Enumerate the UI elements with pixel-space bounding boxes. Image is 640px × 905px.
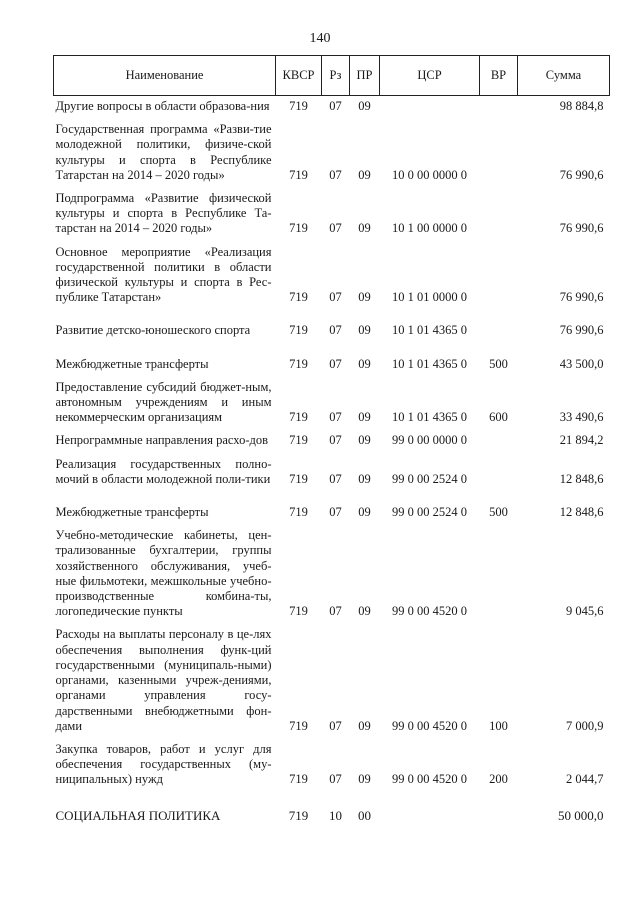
row-vr: 500 bbox=[489, 505, 508, 520]
row-sum: 76 990,6 bbox=[559, 323, 604, 338]
row-rz: 07 bbox=[329, 290, 342, 305]
row-sum: 21 894,2 bbox=[559, 433, 604, 448]
row-vr: 500 bbox=[489, 356, 508, 371]
row-kvsr: 719 bbox=[289, 433, 308, 448]
row-csr: 10 1 01 0000 0 bbox=[392, 290, 467, 305]
row-vr bbox=[480, 449, 518, 487]
row-kvsr: 719 bbox=[289, 221, 308, 236]
row-kvsr: 719 bbox=[288, 807, 309, 823]
row-vr bbox=[480, 114, 518, 183]
row-csr: 99 0 00 2524 0 bbox=[392, 505, 467, 520]
row-pr: 09 bbox=[358, 433, 371, 448]
page-number: 140 bbox=[309, 31, 331, 46]
row-csr bbox=[380, 788, 480, 823]
row-csr: 10 0 00 0000 0 bbox=[392, 167, 467, 182]
row-name: Основное мероприятие «Реализация государственной политики в области физической культуры и спорта в Рес-публике Татарстан» bbox=[55, 244, 272, 305]
header-name: Наименование bbox=[54, 56, 276, 96]
table-row bbox=[54, 114, 610, 183]
row-name: Другие вопросы в области образова-ния bbox=[55, 99, 270, 113]
table-row bbox=[54, 520, 610, 619]
header-sum: Сумма bbox=[518, 56, 610, 96]
table-row bbox=[54, 372, 610, 426]
row-name: Межбюджетные трансферты bbox=[55, 356, 209, 371]
row-sum: 2 044,7 bbox=[566, 772, 604, 787]
budget-table bbox=[53, 55, 610, 823]
row-name: Закупка товаров, работ и услуг для обеспечения государственных (му-ниципальных) нужд bbox=[55, 741, 272, 787]
row-rz: 07 bbox=[329, 167, 342, 182]
row-kvsr: 719 bbox=[289, 772, 308, 787]
row-pr: 09 bbox=[358, 356, 371, 371]
row-vr: 600 bbox=[489, 410, 508, 425]
row-sum: 76 990,6 bbox=[559, 221, 604, 236]
row-vr: 200 bbox=[489, 772, 508, 787]
table-row bbox=[54, 237, 610, 306]
row-vr: 100 bbox=[489, 718, 508, 733]
row-kvsr: 719 bbox=[289, 604, 308, 619]
row-pr: 09 bbox=[358, 505, 371, 520]
row-kvsr: 719 bbox=[289, 410, 308, 425]
row-rz: 07 bbox=[329, 410, 342, 425]
row-csr: 10 1 01 4365 0 bbox=[392, 356, 467, 371]
row-pr: 09 bbox=[358, 718, 371, 733]
row-csr: 99 0 00 0000 0 bbox=[392, 433, 467, 448]
row-name: Учебно-методические кабинеты, цен-трализованные бухгалтерии, группы хозяйственного обслуживания, учеб-ные фильмотеки, межшкольные учебно-производственные комбина-ты, логопедические пункты bbox=[55, 528, 272, 619]
row-sum: 98 884,8 bbox=[559, 99, 604, 113]
row-rz: 07 bbox=[329, 99, 342, 113]
row-kvsr: 719 bbox=[289, 505, 308, 520]
row-name: Непрограммные направления расхо-дов bbox=[55, 433, 268, 448]
row-sum: 12 848,6 bbox=[559, 505, 604, 520]
row-rz: 07 bbox=[329, 356, 342, 371]
row-vr bbox=[480, 788, 518, 823]
row-name: Развитие детско-юношеского спорта bbox=[55, 323, 251, 338]
row-kvsr: 719 bbox=[289, 356, 308, 371]
header-rz: Рз bbox=[322, 56, 350, 96]
row-name: Предоставление субсидий бюджет-ным, автономным учреждениям и иным некоммерческим организациям bbox=[55, 379, 272, 425]
row-pr: 09 bbox=[358, 167, 371, 182]
row-vr bbox=[480, 183, 518, 237]
row-name: СОЦИАЛЬНАЯ ПОЛИТИКА bbox=[55, 807, 221, 823]
row-rz: 07 bbox=[329, 505, 342, 520]
row-kvsr: 719 bbox=[289, 718, 308, 733]
header-csr: ЦСР bbox=[380, 56, 480, 96]
row-pr: 09 bbox=[358, 471, 371, 486]
row-vr bbox=[480, 96, 518, 115]
row-csr bbox=[380, 96, 480, 115]
row-pr: 09 bbox=[358, 410, 371, 425]
row-pr: 09 bbox=[358, 604, 371, 619]
row-sum: 76 990,6 bbox=[559, 290, 604, 305]
row-csr: 10 1 01 4365 0 bbox=[392, 410, 467, 425]
row-kvsr: 719 bbox=[289, 99, 308, 113]
row-sum: 9 045,6 bbox=[566, 604, 604, 619]
row-kvsr: 719 bbox=[289, 290, 308, 305]
table-row bbox=[54, 487, 610, 520]
row-sum: 7 000,9 bbox=[566, 718, 604, 733]
row-name: Государственная программа «Разви-тие молодежной политики, физиче-ской культуры и спорта в Республике Татарстан на 2014 – 2020 годы» bbox=[55, 122, 272, 182]
row-sum: 43 500,0 bbox=[559, 356, 604, 371]
row-pr: 09 bbox=[358, 221, 371, 236]
row-rz: 07 bbox=[329, 604, 342, 619]
row-pr: 00 bbox=[358, 807, 371, 823]
table-row bbox=[54, 619, 610, 733]
table-header-row bbox=[54, 56, 610, 96]
row-sum: 50 000,0 bbox=[558, 807, 604, 823]
row-name: Реализация государственных полно-мочий в области молодежной поли-тики bbox=[55, 456, 272, 486]
row-name: Расходы на выплаты персоналу в це-лях обеспечения выполнения функ-ций государственными (муниципаль-ными) органами, казенными учреж-дениями, органами управления госу-дарственными внебюджетными фон-дами bbox=[55, 627, 272, 733]
row-sum: 12 848,6 bbox=[559, 471, 604, 486]
row-csr: 10 1 00 0000 0 bbox=[392, 221, 467, 236]
row-rz: 07 bbox=[329, 433, 342, 448]
row-pr: 09 bbox=[358, 323, 371, 338]
row-pr: 09 bbox=[358, 290, 371, 305]
row-kvsr: 719 bbox=[289, 323, 308, 338]
row-vr bbox=[480, 305, 518, 338]
row-rz: 07 bbox=[329, 323, 342, 338]
row-vr bbox=[480, 237, 518, 306]
row-kvsr: 719 bbox=[289, 471, 308, 486]
row-rz: 07 bbox=[329, 221, 342, 236]
row-rz: 10 bbox=[329, 807, 342, 823]
row-vr bbox=[480, 520, 518, 619]
row-rz: 07 bbox=[329, 772, 342, 787]
row-vr bbox=[480, 425, 518, 448]
row-csr: 99 0 00 2524 0 bbox=[392, 471, 467, 486]
row-csr: 99 0 00 4520 0 bbox=[392, 772, 467, 787]
header-pr: ПР bbox=[350, 56, 380, 96]
table-row bbox=[54, 788, 610, 823]
table-row bbox=[54, 425, 610, 448]
row-rz: 07 bbox=[329, 718, 342, 733]
table-row bbox=[54, 734, 610, 788]
header-kvsr: КВСР bbox=[276, 56, 322, 96]
table-row bbox=[54, 339, 610, 372]
header-vr: ВР bbox=[480, 56, 518, 96]
row-name: Межбюджетные трансферты bbox=[55, 505, 209, 520]
table-row bbox=[54, 305, 610, 338]
row-sum: 33 490,6 bbox=[559, 410, 604, 425]
table-row bbox=[54, 449, 610, 487]
row-pr: 09 bbox=[358, 772, 371, 787]
row-csr: 10 1 01 4365 0 bbox=[392, 323, 467, 338]
table-row bbox=[54, 96, 610, 115]
row-name: Подпрограмма «Развитие физической культуры и спорта в Республике Та-тарстан на 2014 – 2020 годы» bbox=[55, 191, 272, 236]
row-rz: 07 bbox=[329, 471, 342, 486]
row-pr: 09 bbox=[358, 99, 371, 113]
row-sum: 76 990,6 bbox=[559, 167, 604, 182]
table-row bbox=[54, 183, 610, 237]
row-kvsr: 719 bbox=[289, 167, 308, 182]
row-csr: 99 0 00 4520 0 bbox=[392, 604, 467, 619]
row-csr: 99 0 00 4520 0 bbox=[392, 718, 467, 733]
